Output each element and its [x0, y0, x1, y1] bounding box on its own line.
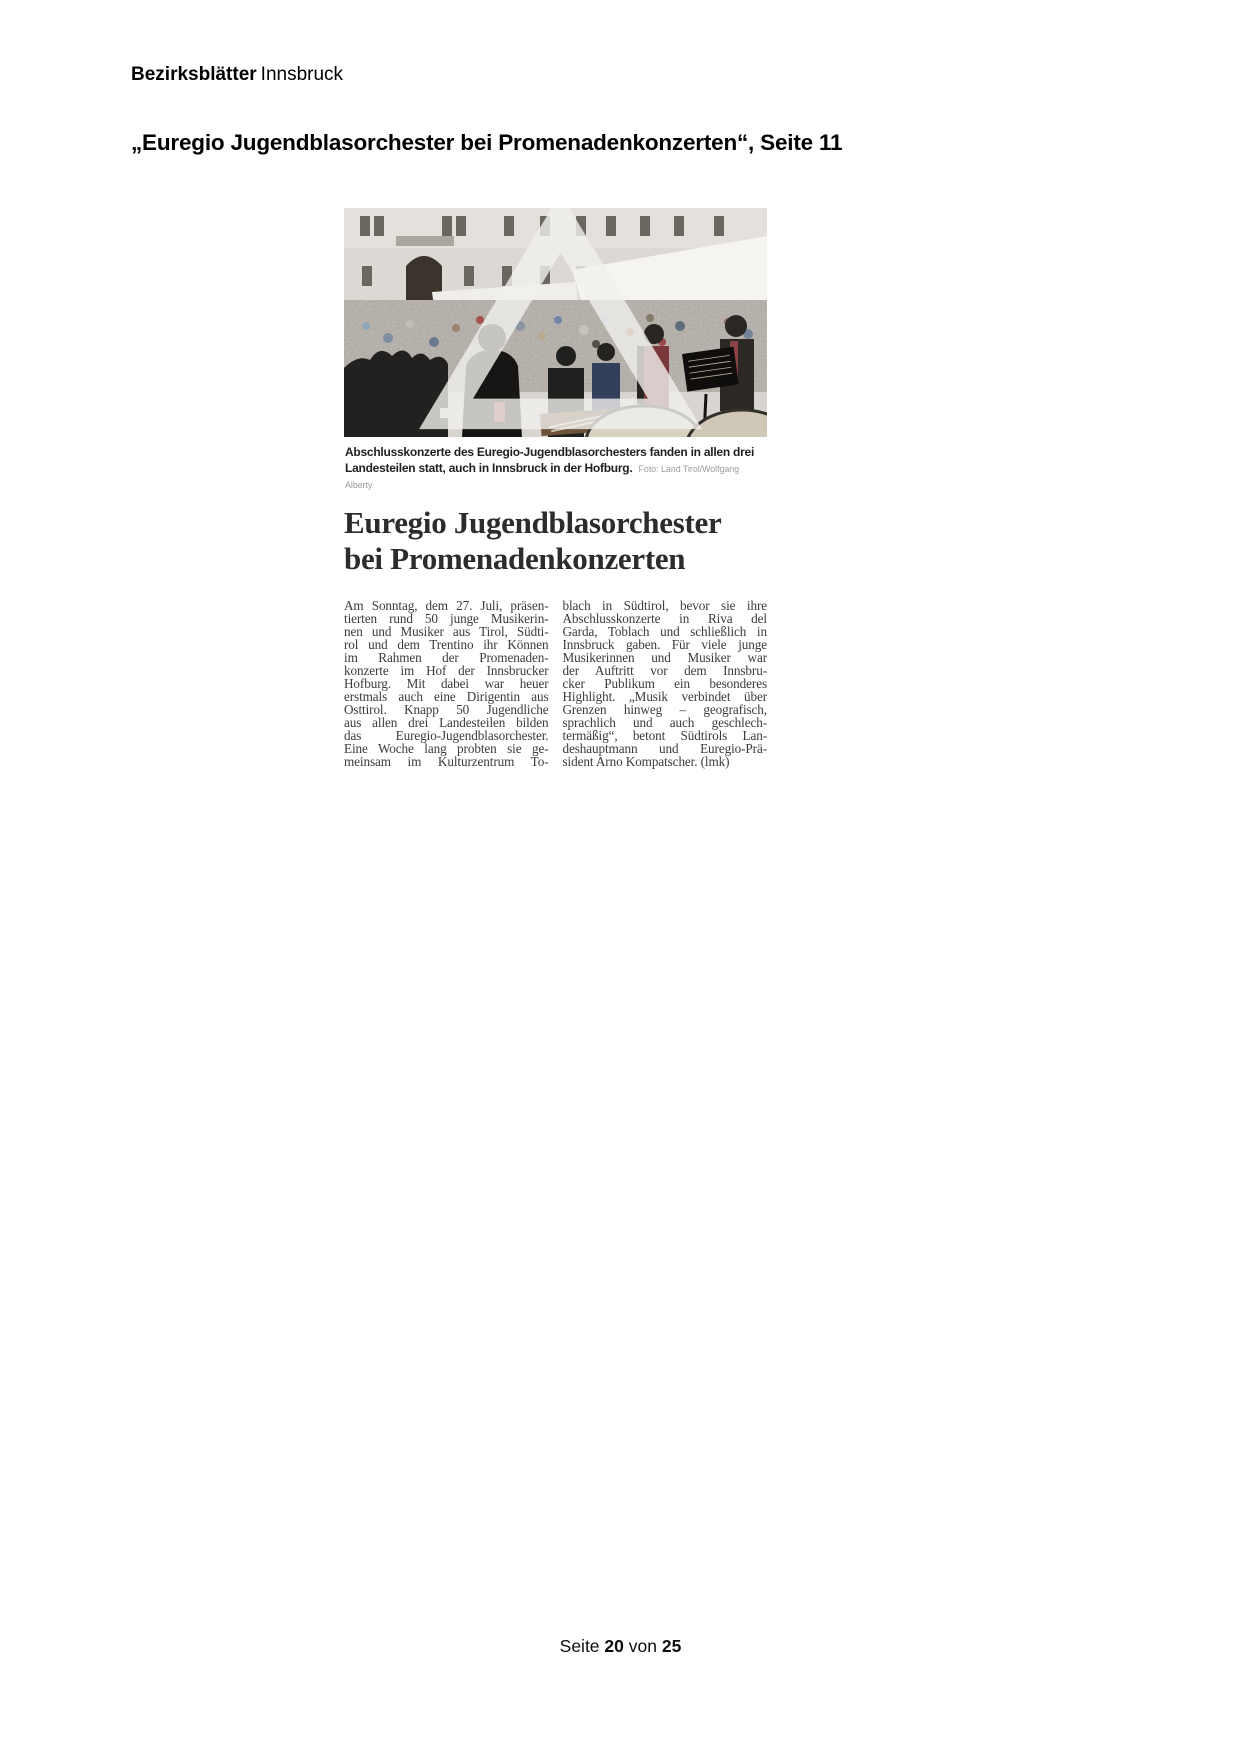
article-column-1	[344, 600, 549, 768]
photo-credit: Foto: Land Tirol/Wolfgang Alberty	[345, 464, 740, 491]
article-text-line: Musikerinnen und Musiker war	[562, 649, 767, 665]
document-title: „Euregio Jugendblasorchester bei Promenadenkonzerten“, Seite 11	[131, 130, 843, 155]
publication-location: Innsbruck	[260, 64, 344, 85]
article-text-line: Abschlusskonzerte in Riva del	[562, 611, 767, 627]
article-headline-line2: bei Promenadenkonzerten	[344, 541, 686, 577]
article-body	[344, 600, 767, 768]
article-text-line: Grenzen hinweg – geografisch,	[562, 701, 767, 717]
article-text-line: termäßig“, betont Südtirols Lan-	[562, 727, 767, 743]
article-text-line: im Rahmen der Promenaden-	[344, 649, 549, 665]
publication-header	[131, 64, 343, 86]
article-text-line: nen und Musiker aus Tirol, Südti-	[344, 624, 549, 640]
article-column-2	[563, 600, 768, 768]
article-text-line: konzerte im Hof der Innsbrucker	[344, 662, 549, 678]
article-text-line: sprachlich und auch geschlech-	[562, 714, 767, 730]
publication-name: Bezirksblätter	[131, 64, 257, 85]
article-text-line: Innsbruck gaben. Für viele junge	[562, 637, 767, 652]
news-clipping	[344, 208, 767, 769]
photo-caption	[345, 444, 766, 492]
photo-watermark-icon	[349, 208, 767, 433]
footer-total-pages: 25	[661, 1636, 682, 1656]
article-text-line: Highlight. „Musik verbindet über	[562, 688, 767, 704]
article-text-line: Osttirol. Knapp 50 Jugendliche	[344, 701, 549, 717]
footer-current-page: 20	[604, 1636, 624, 1656]
article-text-line: der Auftritt vor dem Innsbru-	[562, 662, 767, 678]
article-text-line: rol und dem Trentino ihr Können	[344, 637, 549, 652]
footer-prefix: Seite	[559, 1636, 600, 1656]
photo-caption-text: Abschlusskonzerte des Euregio-Jugendblasorchesters fanden in allen drei Landesteilen statt, auch in Innsbruck in der Hofburg.	[345, 445, 755, 476]
article-text-line: Garda, Toblach und schließlich in	[562, 624, 767, 640]
article-text-line: Hofburg. Mit dabei war heuer	[344, 675, 549, 691]
article-text-line: cker Publikum ein besonderes	[562, 675, 767, 691]
article-text-line: meinsam im Kulturzentrum To-	[344, 753, 549, 769]
article-text-line: deshauptmann und Euregio-Prä-	[562, 740, 767, 756]
article-text-line: blach in Südtirol, bevor sie ihre	[562, 600, 767, 614]
page-footer	[0, 1636, 1241, 1657]
article-headline	[344, 505, 767, 577]
footer-separator: von	[628, 1636, 657, 1656]
article-text-line: aus allen drei Landesteilen bilden	[344, 714, 549, 730]
article-text-line: sident Arno Kompatscher. (lmk)	[562, 753, 730, 769]
article-text-line: erstmals auch eine Dirigentin aus	[344, 688, 549, 704]
article-headline-line1: Euregio Jugendblasorchester	[344, 505, 722, 541]
article-text-line: das Euregio-Jugendblasorchester.	[344, 727, 549, 743]
article-text-line: tierten rund 50 junge Musikerin-	[344, 611, 549, 627]
article-photo	[344, 208, 767, 437]
article-text-line: Eine Woche lang probten sie ge-	[344, 740, 549, 756]
article-text-line: Am Sonntag, dem 27. Juli, präsen-	[344, 600, 549, 614]
